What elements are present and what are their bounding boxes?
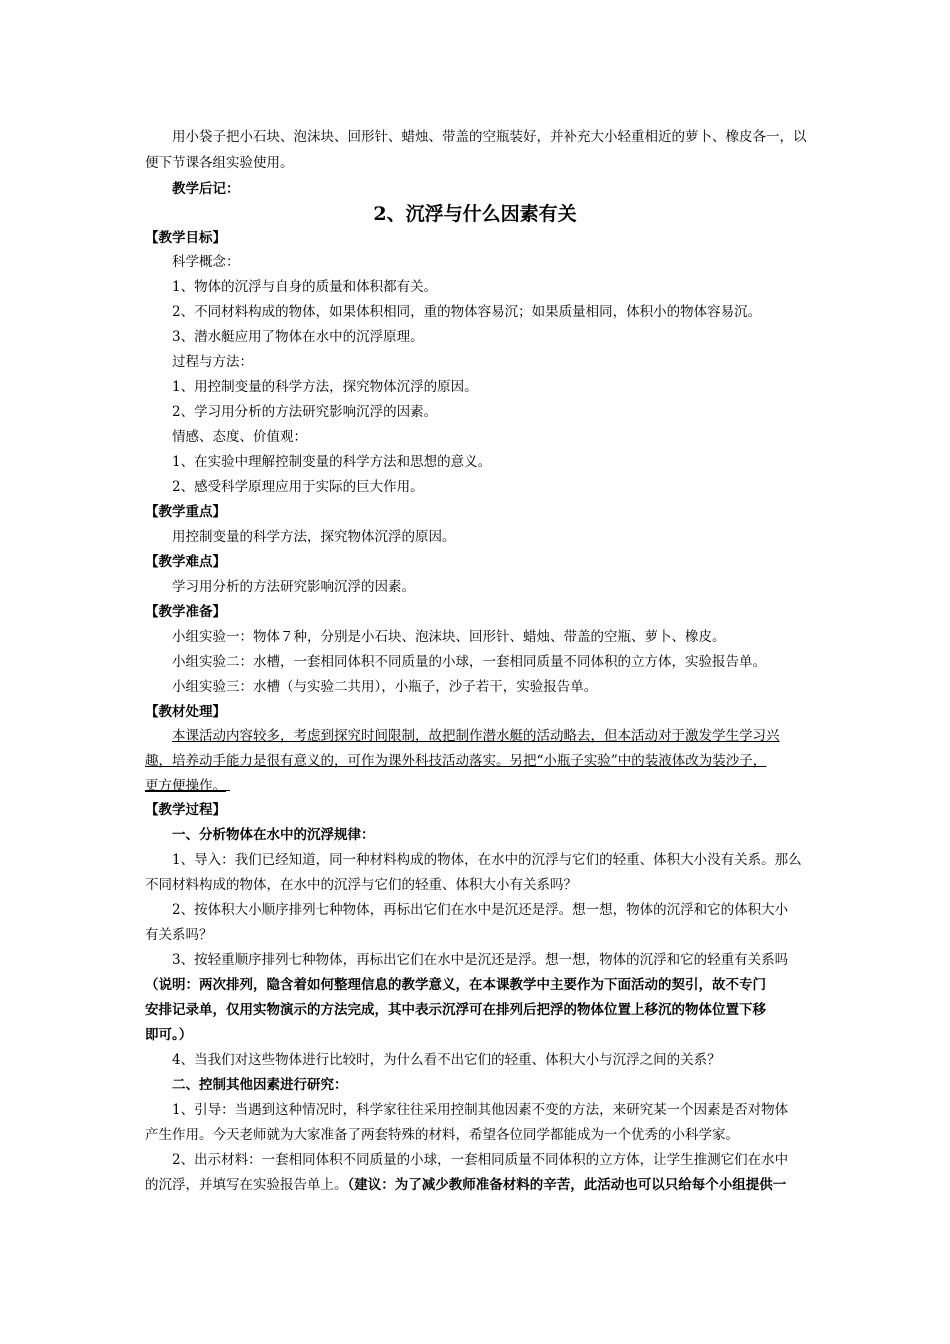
section1-note-line-2: 安排记录单，仅用实物演示的方法完成，其中表示沉浮可在排列后把浮的物体位置上移沉的物体位置下移 [145, 1002, 766, 1018]
concept-item: 2、不同材料构成的物体，如果体积相同，重的物体容易沉；如果质量相同，体积小的物体容易沉。 [172, 304, 762, 320]
section1-p4: 4、当我们对这些物体进行比较时，为什么看不出它们的轻重、体积大小与沉浮之间的关系？ [172, 1052, 721, 1068]
section1-p2-line-1: 2、按体积大小顺序排列七种物体，再标出它们在水中是沉还是浮。想一想，物体的沉浮和它的体积大小 [172, 902, 789, 918]
section1-p2-line-2: 有关系吗？ [145, 927, 213, 943]
material-separator [145, 790, 230, 791]
section2-title: 二、控制其他因素进行研究： [172, 1077, 348, 1093]
process-item: 2、学习用分析的方法研究影响沉浮的因素。 [172, 404, 438, 420]
section2-p2-line-2 [145, 1175, 786, 1195]
material-line-1: 本课活动内容较多，考虑到探究时间限制，故把制作潜水艇的活动略去，但本活动对于激发学生学习兴 [172, 728, 780, 744]
section1-note-line-3: 即可。） [145, 1027, 193, 1043]
focus-heading: 【教学重点】 [145, 504, 226, 520]
concept-item: 3、潜水艇应用了物体在水中的沉浮原理。 [172, 329, 424, 345]
intro-line-2: 便下节课各组实验使用。 [145, 155, 294, 171]
concept-label: 科学概念： [172, 254, 240, 270]
section2-suggestion: （建议：为了减少教师准备材料的辛苦，此活动也可以只给每个小组提供一 [347, 1177, 787, 1193]
difficulty-text: 学习用分析的方法研究影响沉浮的因素。 [172, 579, 415, 595]
attitude-item: 2、感受科学原理应用于实际的巨大作用。 [172, 479, 424, 495]
section2-p2-text: 的沉浮，并填写在实验报告单上。 [145, 1177, 348, 1193]
prep-heading: 【教学准备】 [145, 604, 226, 620]
section1-title: 一、分析物体在水中的沉浮规律： [172, 827, 375, 843]
section1-note-line-1: （说明：两次排列，隐含着如何整理信息的教学意义，在本课教学中主要作为下面活动的契引，故不专门 [145, 977, 766, 993]
intro-line-1: 用小袋子把小石块、泡沫块、回形针、蜡烛、带盖的空瓶装好，并补充大小轻重相近的萝卜、橡皮各一，以 [172, 129, 807, 145]
attitude-label: 情感、态度、价值观： [172, 429, 307, 445]
prep-item: 小组实验二：水槽，一套相同体积不同质量的小球，一套相同质量不同体积的立方体，实验报告单。 [172, 654, 766, 670]
process-item: 1、用控制变量的科学方法，探究物体沉浮的原因。 [172, 379, 478, 395]
section2-p1-line-1: 1、引导：当遇到这种情况时，科学家往往采用控制其他因素不变的方法，来研究某一个因素是否对物体 [172, 1102, 789, 1118]
material-line-2: 趣，培养动手能力是很有意义的，可作为课外科技活动落实。另把“小瓶子实验”中的装液体改为装沙子， [145, 753, 767, 769]
goals-heading: 【教学目标】 [145, 230, 226, 246]
concept-item: 1、物体的沉浮与自身的质量和体积都有关。 [172, 279, 438, 295]
section2-p2-line-1: 2、出示材料：一套相同体积不同质量的小球，一套相同质量不同体积的立方体，让学生推测它们在水中 [172, 1152, 789, 1168]
section1-p1-line-2: 不同材料构成的物体，在水中的沉浮与它们的轻重、体积大小有关系吗？ [145, 877, 577, 893]
section1-p3: 3、按轻重顺序排列七种物体，再标出它们在水中是沉还是浮。想一想，物体的沉浮和它的轻重有关系吗 [172, 952, 789, 968]
section2-p1-line-2: 产生作用。今天老师就为大家准备了两套特殊的材料，希望各位同学都能成为一个优秀的小科学家。 [145, 1127, 739, 1143]
process-heading: 【教学过程】 [145, 802, 226, 818]
focus-text: 用控制变量的科学方法，探究物体沉浮的原因。 [172, 529, 456, 545]
material-heading: 【教材处理】 [145, 704, 226, 720]
lesson-title: 2、沉浮与什么因素有关 [373, 203, 577, 225]
prep-item: 小组实验三：水槽（与实验二共用），小瓶子，沙子若干，实验报告单。 [172, 679, 598, 695]
material-line-3: 更方便操作。 [145, 778, 226, 794]
afterword-label: 教学后记： [172, 181, 240, 197]
section1-p1-line-1: 1、导入：我们已经知道，同一种材料构成的物体，在水中的沉浮与它们的轻重、体积大小没有关系。那么 [172, 852, 802, 868]
difficulty-heading: 【教学难点】 [145, 554, 226, 570]
attitude-item: 1、在实验中理解控制变量的科学方法和思想的意义。 [172, 454, 492, 470]
process-label: 过程与方法： [172, 354, 253, 370]
prep-item: 小组实验一：物体７种，分别是小石块、泡沫块、回形针、蜡烛、带盖的空瓶、萝卜、橡皮。 [172, 629, 726, 645]
